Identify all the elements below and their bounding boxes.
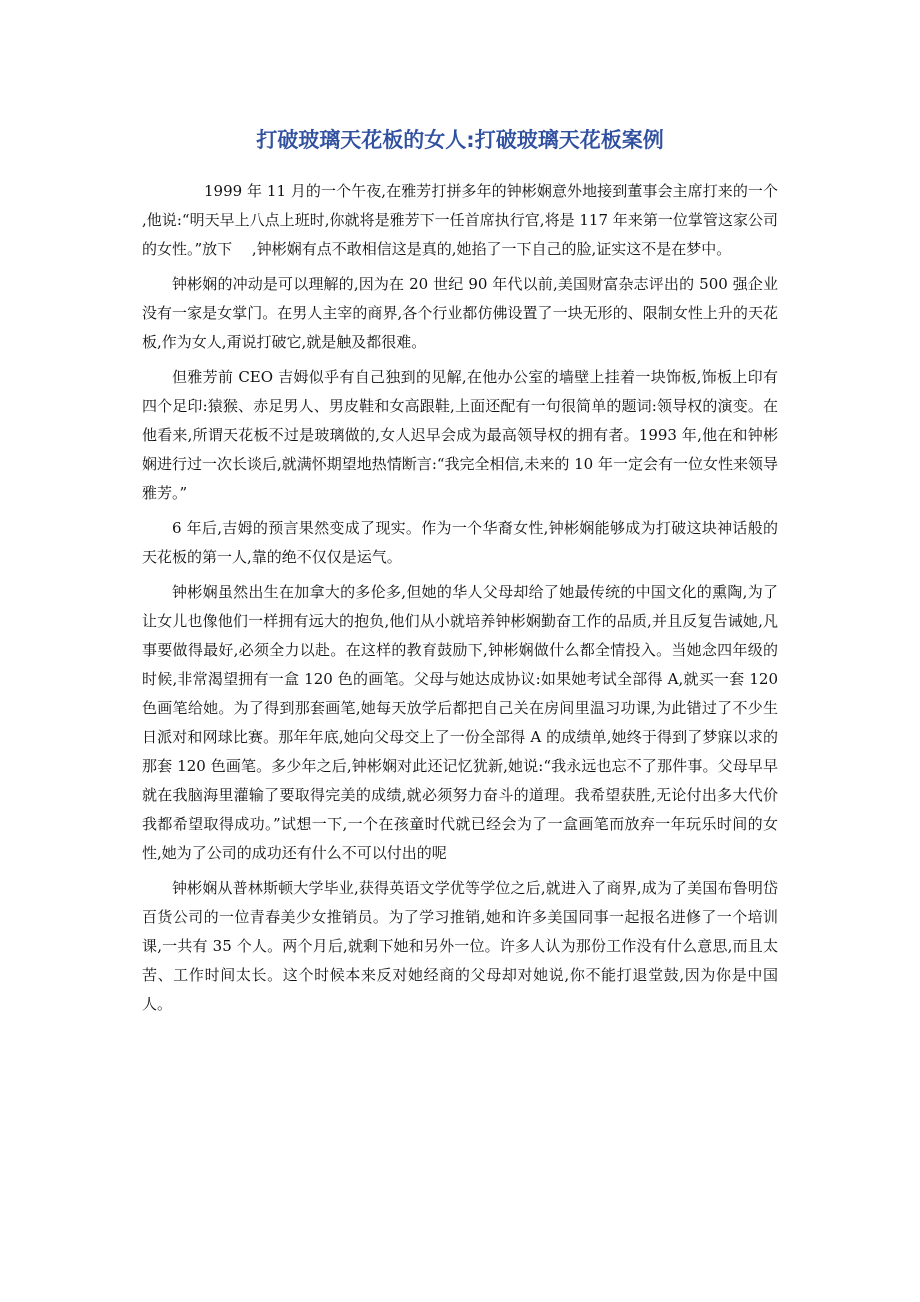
document-body [142, 177, 798, 1025]
paragraph: 但雅芳前 CEO 吉姆似乎有自己独到的见解,在他办公室的墙壁上挂着一块饰板,饰板上印有四个足印:猿猴、赤足男人、男皮鞋和女高跟鞋,上面还配有一句很简单的题词:领导权的演变。在他看来,所谓天花板不过是玻璃做的,女人迟早会成为最高领导权的拥有者。1993 年,他在和钟彬娴进行过一次长谈后,就满怀期望地热情断言:“我完全相信,未来的 10 年一定会有一位女性来领导雅芳。” [142, 368, 778, 502]
paragraph: 6 年后,吉姆的预言果然变成了现实。作为一个华裔女性,钟彬娴能够成为打破这块神话般的天花板的第一人,靠的绝不仅仅是运气。 [142, 519, 778, 566]
paragraph: 钟彬娴的冲动是可以理解的,因为在 20 世纪 90 年代以前,美国财富杂志评出的 500 强企业没有一家是女掌门。在男人主宰的商界,各个行业都仿佛设置了一块无形的、限制女性上升的天花板,作为女人,甭说打破它,就是触及都很难。 [142, 275, 778, 351]
document-title: 打破玻璃天花板的女人:打破玻璃天花板案例 [256, 128, 664, 152]
paragraph: 钟彬娴从普林斯顿大学毕业,获得英语文学优等学位之后,就进入了商界,成为了美国布鲁明岱百货公司的一位青春美少女推销员。为了学习推销,她和许多美国同事一起报名进修了一个培训课,一共有 35 个人。两个月后,就剩下她和另外一位。许多人认为那份工作没有什么意思,而且太苦、工作时间太长。这个时候本来反对她经商的父母却对她说,你不能打退堂鼓,因为你是中国人。 [142, 879, 778, 1013]
paragraph: 钟彬娴虽然出生在加拿大的多伦多,但她的华人父母却给了她最传统的中国文化的熏陶,为了让女儿也像他们一样拥有远大的抱负,他们从小就培养钟彬娴勤奋工作的品质,并且反复告诫她,凡事要做得最好,必须全力以赴。在这样的教育鼓励下,钟彬娴做什么都全情投入。当她念四年级的时候,非常渴望拥有一盒 120 色的画笔。父母与她达成协议:如果她考试全部得 A,就买一套 120 色画笔给她。为了得到那套画笔,她每天放学后都把自己关在房间里温习功课,为此错过了不少生日派对和网球比赛。那年年底,她向父母交上了一份全部得 A 的成绩单,她终于得到了梦寐以求的那套 120 色画笔。多少年之后,钟彬娴对此还记忆犹新,她说:“我永远也忘不了那件事。父母早早就在我脑海里灌输了要取得完美的成绩,就必须努力奋斗的道理。我希望获胜,无论付出多大代价我都希望取得成功。”试想一下,一个在孩童时代就已经会为了一盒画笔而放弃一年玩乐时间的女性,她为了公司的成功还有什么不可以付出的呢 [142, 583, 778, 862]
paragraph: 1999 年 11 月的一个午夜,在雅芳打拼多年的钟彬娴意外地接到董事会主席打来的一个 ,他说:“明天早上八点上班时,你就将是雅芳下一任首席执行官,将是 117 年来第一位掌管这家公司的女性。”放下 ,钟彬娴有点不敢相信这是真的,她掐了一下自己的脸,证实这不是在梦中。 [142, 182, 798, 258]
